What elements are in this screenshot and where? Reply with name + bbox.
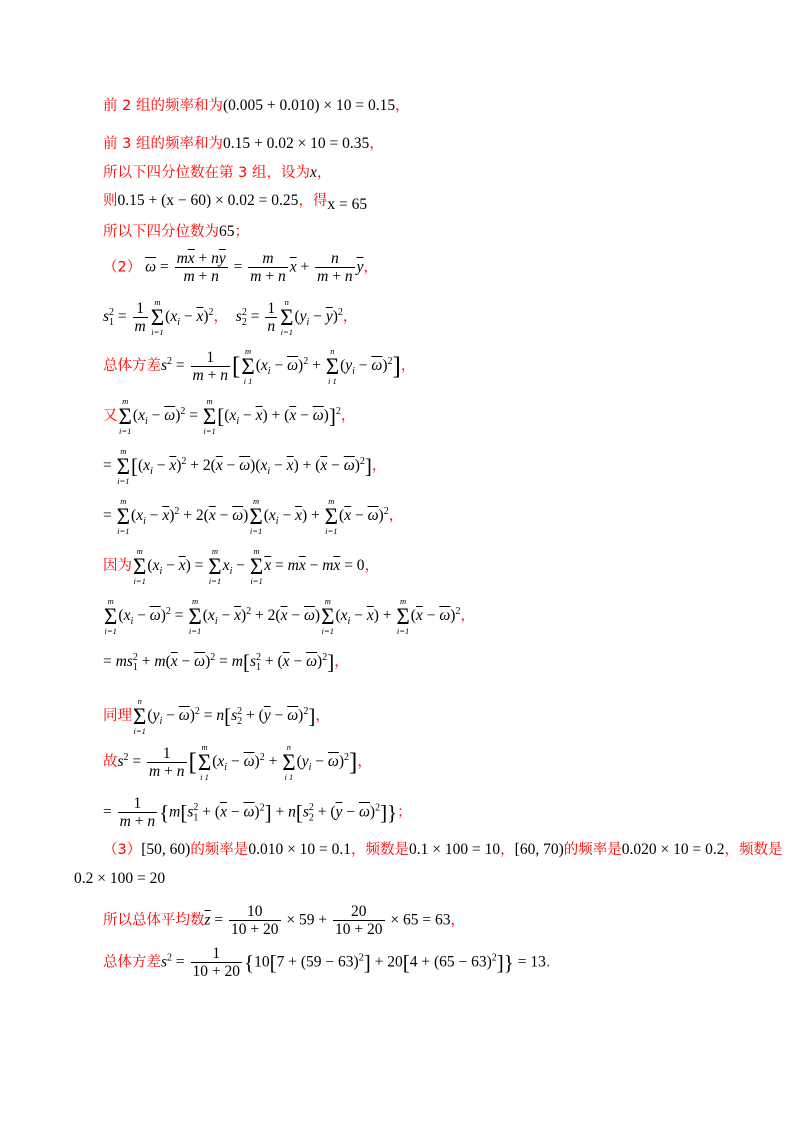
line-3-end: ，: [316, 165, 332, 181]
sep: ，: [334, 654, 349, 671]
line-4-mid: ，得: [298, 193, 328, 209]
line-2: [103, 136, 384, 152]
line-3-var: x: [309, 164, 317, 181]
formula-split-sums: = m Σ i=1 $(x_i - \overline{x})^2 + 2(\overline{x} - \overline{\omega})$ m Σ i=1 $(x_i - \overline{x})$ + m Σ i=1 $(\overline{x} - \overline{\omega})^2$，: [103, 496, 404, 537]
line-2-label: 前 3 组的频率和为: [103, 136, 223, 152]
part-3-line-1: （3）[50, 60)的频率是0.010 × 10 = 0.1，频数是0.1 × 100 = 10，[60, 70)的频率是0.020 × 10 = 0.2，频数是: [103, 841, 783, 858]
formula-again: 又 m Σ i=1 $(x_i - \overline{\omega})^2$ = m Σ i=1 $[(x_i - \overline{x}) + (\overline{x} - \overline{\omega})]^2$，: [103, 396, 356, 437]
formula-x-simplified: = $ms_1^2 + m(\overline{x} - \overline{\omega})^2 = m[s_1^2 + (\overline{x} - \overline{\omega})^2]$，: [103, 650, 349, 674]
sep: ，: [388, 507, 404, 524]
total-variance-label: 总体方差: [103, 357, 161, 374]
line-3-label: 所以下四分位数在第 3 组，设为: [103, 165, 310, 181]
line-5-label: 所以下四分位数为: [103, 224, 219, 240]
mean-result: 63: [435, 911, 451, 929]
line-2-math: 0.15 + 0.02 × 10 = 0.35: [222, 135, 370, 152]
because-label: 因为: [103, 557, 132, 574]
line-1-end: ，: [395, 98, 410, 114]
formula-mean: 所以总体平均数$\overline{z}$ = $\frac{10}{10 + 20}$ × 59 + $\frac{20}{10 + 20}$ × 65 = 63，: [103, 903, 466, 939]
sep: ，: [315, 707, 330, 724]
formula-final: = $\frac{1}{m + n}$ $\{m[s_1^2 + (\overline{x} - \overline{\omega})^2] + n[s_2^2 + (\overline{y} - \overline{\omega})^2]\}$；: [103, 795, 412, 831]
sep: ，: [363, 259, 378, 276]
line-5: [103, 224, 249, 240]
part-3-label: （3）: [103, 842, 142, 858]
line-1: [103, 98, 410, 114]
freq-rate-text-1: 的频率是: [190, 842, 249, 858]
line-1-label: 前 2 组的频率和为: [103, 98, 223, 114]
count-text-2: ，频数是: [724, 842, 783, 858]
formula-similarly: 同理 n Σ i=1 $(y_i - \overline{\omega})^2 = n[s_2^2 + (\overline{y} - \overline{\omega})^2]$，: [103, 696, 330, 737]
part-2-label: （2）: [103, 259, 142, 276]
calc-2: 0.020 × 10 = 0.2: [621, 841, 725, 858]
formula-variance: 总体方差$s^2$ = $\frac{1}{10 + 20}$ $\{10[7 + (59 - 63)^2] + 20[4 + (65 - 63)^2]\} = 13$.: [103, 945, 551, 981]
formula-x-sum-result: m Σ i=1 $(x_i - \overline{\omega})^2$ = m Σ i=1 $(x_i - \overline{x})^2 + 2(\overline{x} - \overline{\omega})$ m Σ i=1 $(x_i - \overline{x})$ + m Σ i=1 $(\overline{x} - \overline{\omega})^2$，: [104, 596, 475, 637]
formula-combined-mean: （2） $\overline{\omega}$ = $\frac{m\overline{x} + n\overline{y}}{m + n}$ = $\frac{m}{m + n}$ $\overline{x}$ + $\frac{n}{m + n}$ $\overline{y}$，: [103, 250, 378, 286]
line-4-label: 则: [103, 193, 118, 209]
interval-2: [60, 70): [514, 841, 564, 858]
sep: ，: [213, 308, 229, 325]
sep: ，: [340, 407, 356, 424]
variance-result: 13: [530, 953, 546, 971]
sep: ，: [450, 912, 466, 929]
calc-1: 0.010 × 10 = 0.1: [248, 841, 352, 858]
line-3: [103, 165, 331, 181]
formula-because: 因为 m Σ i=1 $(x_i - \overline{x})$ = m Σ i=1 $x_i$ − m Σ i=1 $\overline{x} = m\overline{x} - m\overline{x} = 0$，: [103, 546, 380, 587]
similarly-label: 同理: [103, 707, 132, 724]
variance-label: 总体方差: [103, 954, 161, 971]
mean-label: 所以总体平均数: [103, 912, 205, 929]
line-5-end: ；: [234, 224, 249, 240]
count-2: 0.2 × 100 = 20: [74, 870, 166, 887]
sep: ，: [342, 308, 358, 325]
count-text-1: ，频数是: [351, 842, 410, 858]
line-4-math: 0.15 + (x − 60) × 0.02 = 0.25: [117, 192, 299, 209]
line-4: [103, 192, 368, 213]
formula-total-variance: 总体方差$s^2$ = $\frac{1}{m + n}$ [ m Σ i 1 $(x_i - \overline{\omega})^2$ + n Σ i 1 $(y_i - \overline{\omega})^2$]，: [103, 346, 416, 387]
sep: ，: [371, 457, 387, 474]
line-4-result: x = 65: [327, 196, 368, 213]
sep: ，: [460, 607, 475, 624]
line-1-math: (0.005 + 0.010) × 10 = 0.15: [222, 97, 396, 114]
sep: ，: [364, 557, 380, 574]
again-label: 又: [103, 407, 118, 424]
count-1: 0.1 × 100 = 10: [409, 841, 501, 858]
sep: ，: [357, 753, 372, 770]
line-2-end: ，: [369, 136, 384, 152]
interval-1: [50, 60): [141, 841, 191, 858]
line-5-value: 65: [219, 223, 235, 240]
formula-s1-s2: $s_1^2$ = $\frac{1}{m}$ m Σ i=1 $(x_i - \overline{x})^2$， $s_2^2$ = $\frac{1}{n}$ n Σ i=1 $(y_i - \overline{y})^2$，: [103, 297, 358, 338]
therefore-label: 故: [103, 753, 118, 770]
formula-expansion: = m Σ i=1 $[(x_i - \overline{x})^2 + 2(\overline{x} - \overline{\omega})(x_i - \overline{x}) + (\overline{x} - \overline{\omega})^2]$，: [103, 446, 387, 487]
freq-rate-text-2: 的频率是: [563, 842, 622, 858]
sep: ，: [400, 357, 416, 374]
formula-therefore: 故$s^2$ = $\frac{1}{m + n}$ [ m Σ i 1 $(x_i - \overline{\omega})^2$ + n Σ i 1 $(y_i - \overline{\omega})^2$]，: [103, 742, 372, 783]
